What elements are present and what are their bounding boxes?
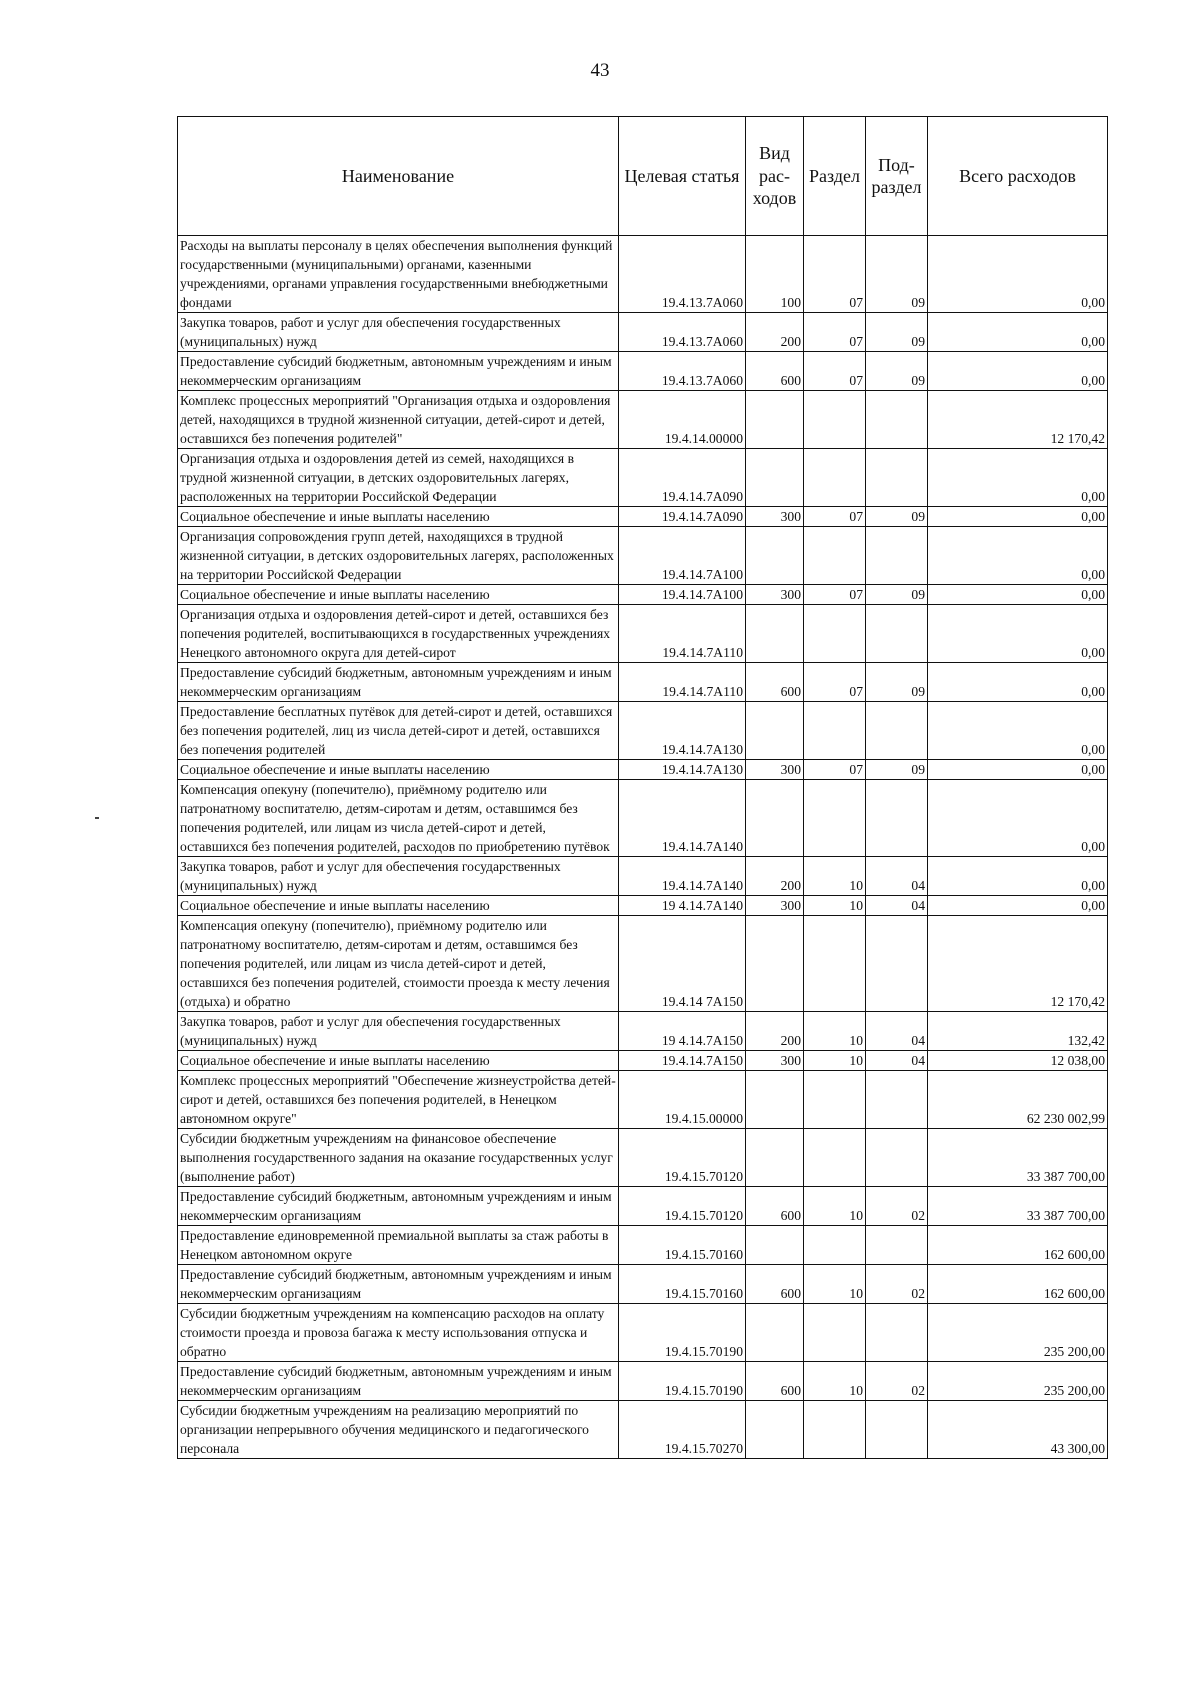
row-section-cell: 10 [804, 1362, 866, 1401]
row-subsection-cell [866, 702, 928, 760]
row-expense-kind-cell: 200 [746, 857, 804, 896]
row-total-cell: 0,00 [928, 527, 1108, 585]
row-target-article-cell: 19.4.13.7А060 [619, 313, 746, 352]
row-expense-kind-cell [746, 1401, 804, 1459]
row-subsection-cell: 02 [866, 1265, 928, 1304]
table-row [178, 391, 1108, 449]
table-row [178, 702, 1108, 760]
table-row [178, 507, 1108, 527]
row-section-cell: 07 [804, 585, 866, 605]
row-section-cell [804, 1304, 866, 1362]
row-section-cell: 10 [804, 857, 866, 896]
row-target-article-cell: 19.4.14 7А150 [619, 916, 746, 1012]
row-expense-kind-cell [746, 391, 804, 449]
row-target-article-cell: 19.4.14.7А130 [619, 760, 746, 780]
row-total-cell: 0,00 [928, 702, 1108, 760]
row-expense-kind-cell: 300 [746, 896, 804, 916]
row-name-cell: Социальное обеспечение и иные выплаты населению [178, 507, 619, 527]
row-subsection-cell [866, 780, 928, 857]
row-section-cell [804, 391, 866, 449]
row-total-cell: 0,00 [928, 236, 1108, 313]
row-expense-kind-cell: 600 [746, 1187, 804, 1226]
row-target-article-cell: 19.4.15.70160 [619, 1265, 746, 1304]
header-name: Наименование [178, 117, 619, 236]
row-subsection-cell: 09 [866, 236, 928, 313]
row-expense-kind-cell [746, 449, 804, 507]
table-row [178, 1265, 1108, 1304]
header-section: Раздел [804, 117, 866, 236]
row-total-cell: 0,00 [928, 605, 1108, 663]
row-target-article-cell: 19.4.15.70120 [619, 1129, 746, 1187]
row-section-cell [804, 527, 866, 585]
row-target-article-cell: 19 4.14.7А150 [619, 1012, 746, 1051]
row-subsection-cell: 02 [866, 1187, 928, 1226]
row-subsection-cell: 04 [866, 896, 928, 916]
row-expense-kind-cell [746, 702, 804, 760]
row-name-cell: Предоставление субсидий бюджетным, автономным учреждениям и иным некоммерческим организациям [178, 352, 619, 391]
row-total-cell: 0,00 [928, 780, 1108, 857]
row-expense-kind-cell [746, 605, 804, 663]
row-section-cell: 07 [804, 760, 866, 780]
row-name-cell: Социальное обеспечение и иные выплаты населению [178, 760, 619, 780]
row-section-cell [804, 449, 866, 507]
row-subsection-cell: 09 [866, 352, 928, 391]
row-name-cell: Организация отдыха и оздоровления детей-сирот и детей, оставшихся без попечения родителей, воспитывающихся в государственных учреждениях Ненецкого автономного округа для детей-сирот [178, 605, 619, 663]
row-target-article-cell: 19.4.14.00000 [619, 391, 746, 449]
table-row [178, 1226, 1108, 1265]
row-total-cell: 33 387 700,00 [928, 1129, 1108, 1187]
row-section-cell [804, 1401, 866, 1459]
row-total-cell: 132,42 [928, 1012, 1108, 1051]
table-row [178, 527, 1108, 585]
table-row [178, 449, 1108, 507]
row-subsection-cell [866, 916, 928, 1012]
row-section-cell: 10 [804, 1187, 866, 1226]
table-row [178, 1187, 1108, 1226]
row-target-article-cell: 19.4.14.7А140 [619, 857, 746, 896]
row-subsection-cell [866, 1401, 928, 1459]
row-expense-kind-cell [746, 1226, 804, 1265]
row-section-cell [804, 1226, 866, 1265]
row-target-article-cell: 19.4.13.7А060 [619, 236, 746, 313]
row-expense-kind-cell: 200 [746, 1012, 804, 1051]
row-subsection-cell: 04 [866, 857, 928, 896]
row-subsection-cell: 09 [866, 313, 928, 352]
row-name-cell: Комплекс процессных мероприятий "Организация отдыха и оздоровления детей, находящихся в трудной жизненной ситуации, детей-сирот и детей, оставшихся без попечения родителей" [178, 391, 619, 449]
row-subsection-cell: 09 [866, 585, 928, 605]
row-name-cell: Расходы на выплаты персоналу в целях обеспечения выполнения функций государственными (муниципальными) органами, казенными учреждениями, органами управления государственными внебюджетными фондами [178, 236, 619, 313]
row-subsection-cell: 04 [866, 1012, 928, 1051]
row-section-cell: 10 [804, 1012, 866, 1051]
table-row [178, 605, 1108, 663]
table-row [178, 916, 1108, 1012]
row-name-cell: Предоставление субсидий бюджетным, автономным учреждениям и иным некоммерческим организациям [178, 1265, 619, 1304]
row-target-article-cell: 19.4.15.70190 [619, 1362, 746, 1401]
row-target-article-cell: 19.4.14.7А140 [619, 780, 746, 857]
row-expense-kind-cell: 600 [746, 663, 804, 702]
table-row [178, 1051, 1108, 1071]
row-expense-kind-cell [746, 527, 804, 585]
row-section-cell: 07 [804, 507, 866, 527]
row-subsection-cell [866, 1129, 928, 1187]
row-expense-kind-cell: 600 [746, 1265, 804, 1304]
row-expense-kind-cell [746, 1129, 804, 1187]
row-name-cell: Предоставление субсидий бюджетным, автономным учреждениям и иным некоммерческим организациям [178, 1187, 619, 1226]
row-name-cell: Компенсация опекуну (попечителю), приёмному родителю или патронатному воспитателю, детям-сиротам и детям, оставшимся без попечения родителей, или лицам из числа детей-сирот и детей, оставшихся без попечения родителей, стоимости проезда к месту лечения (отдыха) и обратно [178, 916, 619, 1012]
row-name-cell: Закупка товаров, работ и услуг для обеспечения государственных (муниципальных) нужд [178, 1012, 619, 1051]
row-section-cell: 10 [804, 896, 866, 916]
row-expense-kind-cell: 300 [746, 760, 804, 780]
table-row [178, 1304, 1108, 1362]
row-total-cell: 0,00 [928, 857, 1108, 896]
row-target-article-cell: 19.4.13.7А060 [619, 352, 746, 391]
row-name-cell: Субсидии бюджетным учреждениям на компенсацию расходов на оплату стоимости проезда и провоза багажа к месту использования отпуска и обратно [178, 1304, 619, 1362]
table-row [178, 585, 1108, 605]
row-subsection-cell [866, 449, 928, 507]
row-name-cell: Комплекс процессных мероприятий "Обеспечение жизнеустройства детей-сирот и детей, оставшихся без попечения родителей, в Ненецком автономном округе" [178, 1071, 619, 1129]
row-target-article-cell: 19.4.15.70270 [619, 1401, 746, 1459]
row-name-cell: Закупка товаров, работ и услуг для обеспечения государственных (муниципальных) нужд [178, 857, 619, 896]
row-section-cell [804, 780, 866, 857]
row-total-cell: 162 600,00 [928, 1226, 1108, 1265]
row-total-cell: 33 387 700,00 [928, 1187, 1108, 1226]
row-expense-kind-cell [746, 780, 804, 857]
row-expense-kind-cell [746, 1071, 804, 1129]
row-subsection-cell [866, 605, 928, 663]
row-total-cell: 0,00 [928, 449, 1108, 507]
row-section-cell [804, 702, 866, 760]
row-expense-kind-cell [746, 916, 804, 1012]
row-target-article-cell: 19.4.15.00000 [619, 1071, 746, 1129]
header-expense-kind: Вид рас-ходов [746, 117, 804, 236]
row-target-article-cell: 19.4.14.7А110 [619, 663, 746, 702]
scan-mark [95, 817, 99, 819]
table-row [178, 1071, 1108, 1129]
table-row [178, 896, 1108, 916]
row-subsection-cell [866, 527, 928, 585]
row-expense-kind-cell: 600 [746, 352, 804, 391]
row-subsection-cell: 09 [866, 663, 928, 702]
table-row [178, 1012, 1108, 1051]
table-row [178, 352, 1108, 391]
row-total-cell: 0,00 [928, 352, 1108, 391]
row-subsection-cell: 09 [866, 760, 928, 780]
row-name-cell: Социальное обеспечение и иные выплаты населению [178, 1051, 619, 1071]
row-total-cell: 235 200,00 [928, 1362, 1108, 1401]
row-subsection-cell [866, 1226, 928, 1265]
row-name-cell: Компенсация опекуну (попечителю), приёмному родителю или патронатному воспитателю, детям-сиротам и детям, оставшимся без попечения родителей, или лицам из числа детей-сирот и детей, оставшихся без попечения родителей, расходов по приобретению путёвок [178, 780, 619, 857]
row-name-cell: Социальное обеспечение и иные выплаты населению [178, 585, 619, 605]
row-section-cell: 07 [804, 352, 866, 391]
row-subsection-cell [866, 391, 928, 449]
row-expense-kind-cell [746, 1304, 804, 1362]
row-subsection-cell: 09 [866, 507, 928, 527]
row-total-cell: 0,00 [928, 313, 1108, 352]
row-total-cell: 0,00 [928, 585, 1108, 605]
row-name-cell: Субсидии бюджетным учреждениям на финансовое обеспечение выполнения государственного задания на оказание государственных услуг (выполнение работ) [178, 1129, 619, 1187]
row-total-cell: 162 600,00 [928, 1265, 1108, 1304]
page-number: 43 [590, 60, 610, 81]
row-name-cell: Предоставление субсидий бюджетным, автономным учреждениям и иным некоммерческим организациям [178, 663, 619, 702]
row-name-cell: Предоставление субсидий бюджетным, автономным учреждениям и иным некоммерческим организациям [178, 1362, 619, 1401]
row-section-cell [804, 916, 866, 1012]
row-name-cell: Организация сопровождения групп детей, находящихся в трудной жизненной ситуации, в детских оздоровительных лагерях, расположенных на территории Российской Федерации [178, 527, 619, 585]
row-section-cell [804, 1129, 866, 1187]
row-total-cell: 0,00 [928, 760, 1108, 780]
row-section-cell: 10 [804, 1051, 866, 1071]
header-target-article: Целевая статья [619, 117, 746, 236]
row-total-cell: 43 300,00 [928, 1401, 1108, 1459]
row-section-cell: 07 [804, 236, 866, 313]
row-target-article-cell: 19.4.15.70190 [619, 1304, 746, 1362]
row-target-article-cell: 19.4.14.7А100 [619, 527, 746, 585]
header-subsection: Под-раздел [866, 117, 928, 236]
table-row [178, 1362, 1108, 1401]
row-expense-kind-cell: 300 [746, 585, 804, 605]
table-header-row [178, 117, 1108, 236]
budget-table [177, 116, 1108, 1459]
row-name-cell: Предоставление единовременной премиальной выплаты за стаж работы в Ненецком автономном округе [178, 1226, 619, 1265]
table-row [178, 236, 1108, 313]
row-expense-kind-cell: 600 [746, 1362, 804, 1401]
table-row [178, 780, 1108, 857]
row-subsection-cell [866, 1071, 928, 1129]
row-target-article-cell: 19.4.15.70160 [619, 1226, 746, 1265]
row-subsection-cell: 04 [866, 1051, 928, 1071]
row-total-cell: 0,00 [928, 896, 1108, 916]
header-total: Всего расходов [928, 117, 1108, 236]
row-total-cell: 0,00 [928, 663, 1108, 702]
row-target-article-cell: 19.4.14.7А130 [619, 702, 746, 760]
row-subsection-cell [866, 1304, 928, 1362]
row-target-article-cell: 19.4.14.7А100 [619, 585, 746, 605]
row-target-article-cell: 19.4.14.7А090 [619, 507, 746, 527]
row-target-article-cell: 19.4.14.7А090 [619, 449, 746, 507]
row-total-cell: 12 038,00 [928, 1051, 1108, 1071]
row-name-cell: Предоставление бесплатных путёвок для детей-сирот и детей, оставшихся без попечения родителей, лиц из числа детей-сирот и детей, оставшихся без попечения родителей [178, 702, 619, 760]
row-expense-kind-cell: 200 [746, 313, 804, 352]
table-row [178, 663, 1108, 702]
row-name-cell: Социальное обеспечение и иные выплаты населению [178, 896, 619, 916]
table-row [178, 760, 1108, 780]
row-target-article-cell: 19.4.15.70120 [619, 1187, 746, 1226]
row-name-cell: Субсидии бюджетным учреждениям на реализацию мероприятий по организации непрерывного обучения медицинского и педагогического персонала [178, 1401, 619, 1459]
row-total-cell: 12 170,42 [928, 916, 1108, 1012]
row-total-cell: 62 230 002,99 [928, 1071, 1108, 1129]
row-total-cell: 235 200,00 [928, 1304, 1108, 1362]
table-body [178, 236, 1108, 1459]
row-target-article-cell: 19.4.14.7А150 [619, 1051, 746, 1071]
row-section-cell: 10 [804, 1265, 866, 1304]
row-subsection-cell: 02 [866, 1362, 928, 1401]
table-row [178, 1129, 1108, 1187]
row-name-cell: Организация отдыха и оздоровления детей из семей, находящихся в трудной жизненной ситуации, в детских оздоровительных лагерях, расположенных на территории Российской Федерации [178, 449, 619, 507]
table-row [178, 857, 1108, 896]
row-name-cell: Закупка товаров, работ и услуг для обеспечения государственных (муниципальных) нужд [178, 313, 619, 352]
row-expense-kind-cell: 300 [746, 1051, 804, 1071]
row-section-cell: 07 [804, 313, 866, 352]
row-section-cell [804, 1071, 866, 1129]
row-target-article-cell: 19.4.14.7А110 [619, 605, 746, 663]
table-row [178, 1401, 1108, 1459]
row-expense-kind-cell: 300 [746, 507, 804, 527]
row-section-cell [804, 605, 866, 663]
table-row [178, 313, 1108, 352]
row-total-cell: 0,00 [928, 507, 1108, 527]
row-section-cell: 07 [804, 663, 866, 702]
row-total-cell: 12 170,42 [928, 391, 1108, 449]
row-target-article-cell: 19 4.14.7А140 [619, 896, 746, 916]
row-expense-kind-cell: 100 [746, 236, 804, 313]
